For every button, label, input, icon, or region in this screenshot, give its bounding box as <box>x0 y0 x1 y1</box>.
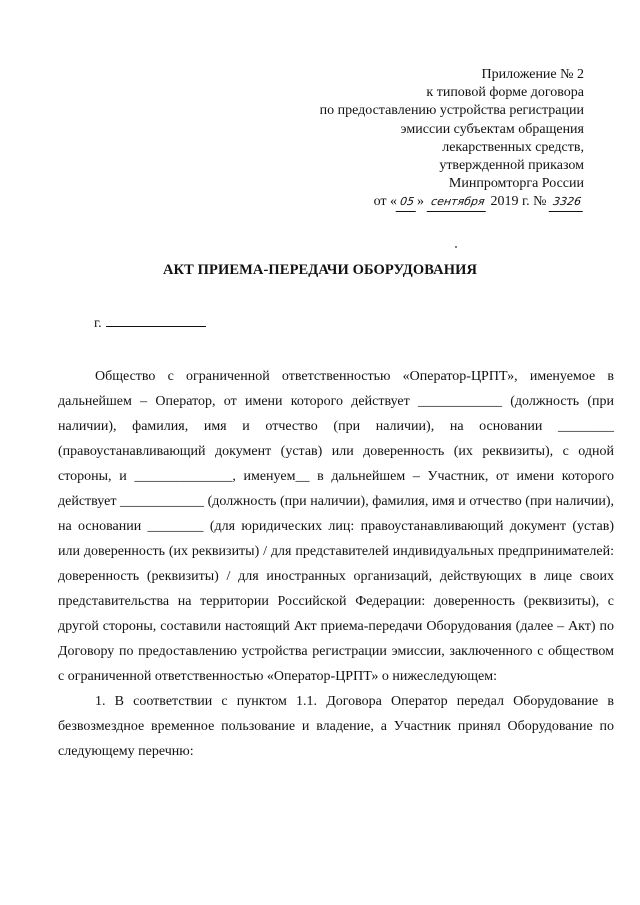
city-label: г. <box>94 316 102 331</box>
paragraph-parties: Общество с ограниченной ответственностью «Оператор-ЦРПТ», именуемое в дальнейшем – Оператор, от имени которого действует ____________ (должность (при наличии), фамилия, имя и отчество (при наличии), на основании ________ (правоустанавливающий документ (устав) или доверенность (их реквизиты), с одной стороны, и ______________, именуем__ в дальнейшем – Участник, от имени которого действует ____________ (должность (при наличии), фамилия, имя и отчество (при наличии), на основании ________ (для юридических лиц: правоустанавливающий документ (устав) или доверенность (их реквизиты) / для представителей индивидуальных предпринимателей: доверенность (реквизиты) / для иностранных организаций, действующих в лице своих представительства на территории Российской Федерации: доверенность (реквизиты), с другой стороны, составили настоящий Акт приема-передачи Оборудования (далее – Акт) по Договору по предоставлению устройства регистрации эмиссии, заключенного с обществом с ограниченной ответственностью «Оператор-ЦРПТ» о нижеследующем: <box>58 369 614 684</box>
city-field <box>94 314 206 332</box>
appendix-date-line <box>264 193 584 212</box>
paragraph-clause-1: 1. В соответствии с пунктом 1.1. Договора Оператор передал Оборудование в безвозмездное временное пользование и владение, а Участник принял Оборудование по следующему перечню: <box>58 694 614 759</box>
handwritten-day: 05 <box>396 193 419 212</box>
scan-speck <box>455 246 457 248</box>
date-year: 2019 г. № <box>490 194 547 210</box>
appendix-line: лекарственных средств, <box>442 139 584 155</box>
appendix-line: по предоставлению устройства регистрации <box>319 103 584 119</box>
date-prefix: от « <box>373 194 398 210</box>
handwritten-order-number: 3326 <box>549 193 586 212</box>
city-blank-line <box>106 314 206 327</box>
appendix-line: Приложение № 2 <box>481 67 584 82</box>
appendix-header <box>264 66 584 213</box>
appendix-line: Минпромторга России <box>448 176 584 192</box>
appendix-line: утвержденной приказом <box>439 158 584 174</box>
document-body <box>58 364 614 764</box>
document-title: АКТ ПРИЕМА-ПЕРЕДАЧИ ОБОРУДОВАНИЯ <box>162 262 478 278</box>
date-mid: » <box>417 194 425 210</box>
appendix-line: эмиссии субъектам обращения <box>400 121 584 137</box>
appendix-line: к типовой форме договора <box>426 85 584 101</box>
handwritten-month: сентября <box>426 193 488 212</box>
